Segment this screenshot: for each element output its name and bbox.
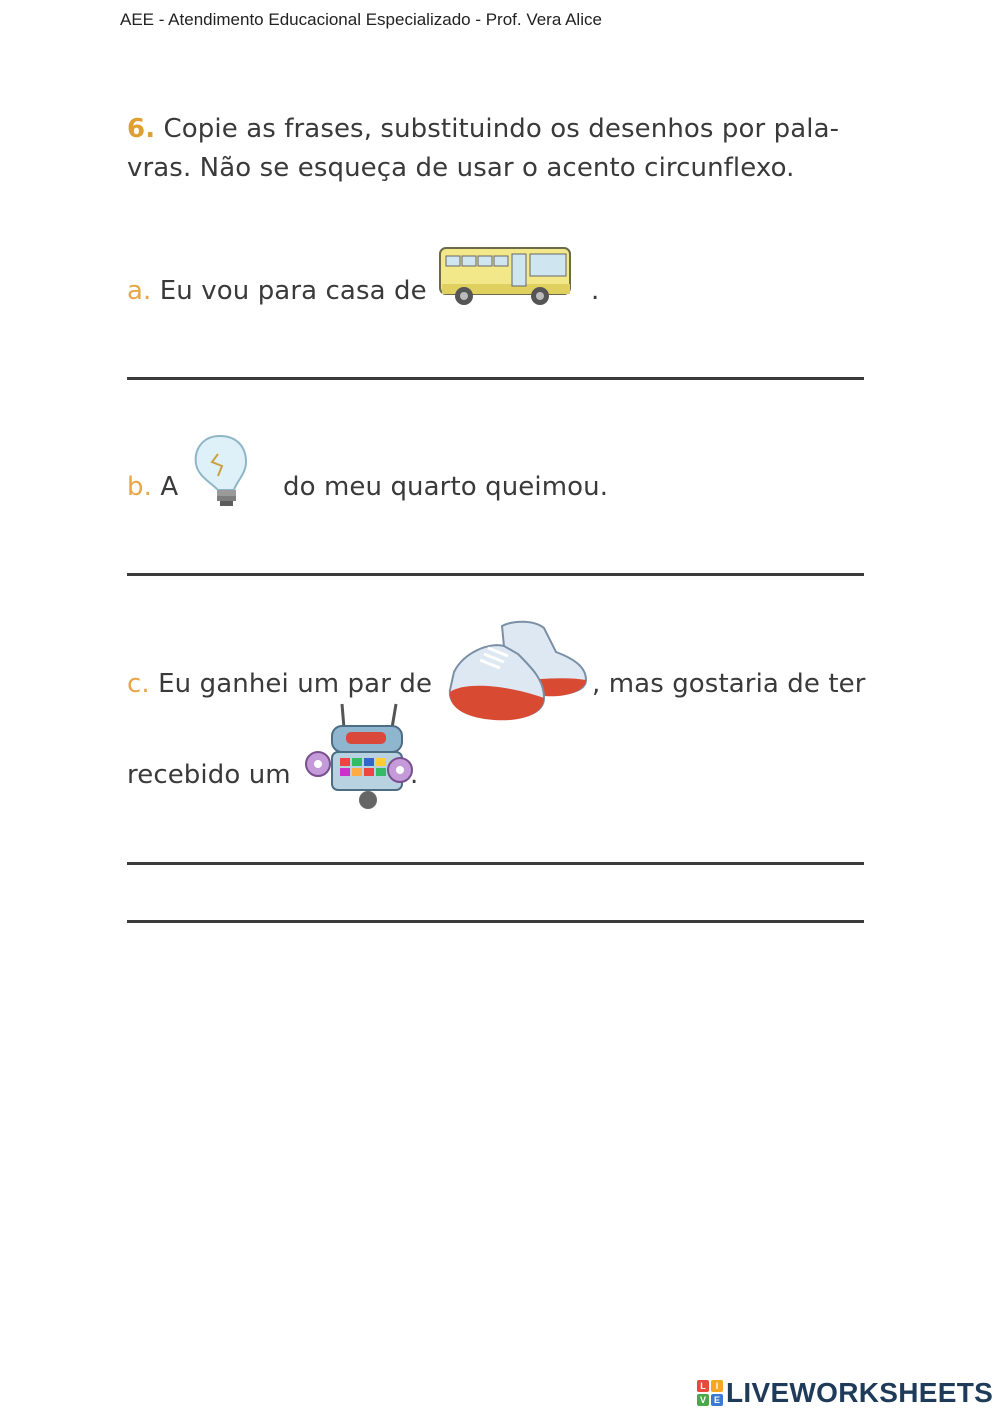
logo-letter: E xyxy=(711,1394,723,1406)
bus-icon xyxy=(436,244,576,316)
item-a-letter: a. xyxy=(127,276,152,306)
logo-letter: L xyxy=(697,1380,709,1392)
item-b-text xyxy=(127,472,178,502)
item-c-after: , mas gostaria de ter xyxy=(592,669,866,699)
logo-wordmark: LIVEWORKSHEETS xyxy=(726,1377,994,1408)
item-c-line2-after: . xyxy=(410,760,419,790)
instruction-text-1: Copie as frases, substituindo os desenhos por pala- xyxy=(163,114,840,144)
answer-line-b[interactable] xyxy=(127,573,864,576)
answer-line-c1[interactable] xyxy=(127,862,864,865)
instruction-line-2: vras. Não se esqueça de usar o acento circunflexo. xyxy=(127,153,795,183)
instruction-line-1 xyxy=(127,114,839,144)
item-b-before: A xyxy=(160,472,179,502)
answer-line-c2[interactable] xyxy=(127,920,864,923)
light-bulb-icon xyxy=(190,432,266,516)
item-c-before: Eu ganhei um par de xyxy=(158,669,433,699)
item-b-letter: b. xyxy=(127,472,152,502)
logo-letter: I xyxy=(711,1380,723,1392)
item-b-after: do meu quarto queimou. xyxy=(283,472,609,502)
logo-letter: V xyxy=(697,1394,709,1406)
robot-toy-icon xyxy=(296,700,419,818)
answer-line-a[interactable] xyxy=(127,377,864,380)
exercise-number: 6. xyxy=(127,114,156,144)
liveworksheets-logo xyxy=(697,1378,993,1408)
item-c-text xyxy=(127,669,432,699)
item-a-text xyxy=(127,276,427,306)
item-c-letter: c. xyxy=(127,669,150,699)
item-a-after: . xyxy=(591,276,600,306)
logo-grid-icon xyxy=(697,1380,723,1406)
item-c-line2-before: recebido um xyxy=(127,760,291,790)
sneakers-icon xyxy=(444,618,594,730)
item-a-before: Eu vou para casa de xyxy=(159,276,427,306)
page-header: AEE - Atendimento Educacional Especializado - Prof. Vera Alice xyxy=(120,10,602,29)
